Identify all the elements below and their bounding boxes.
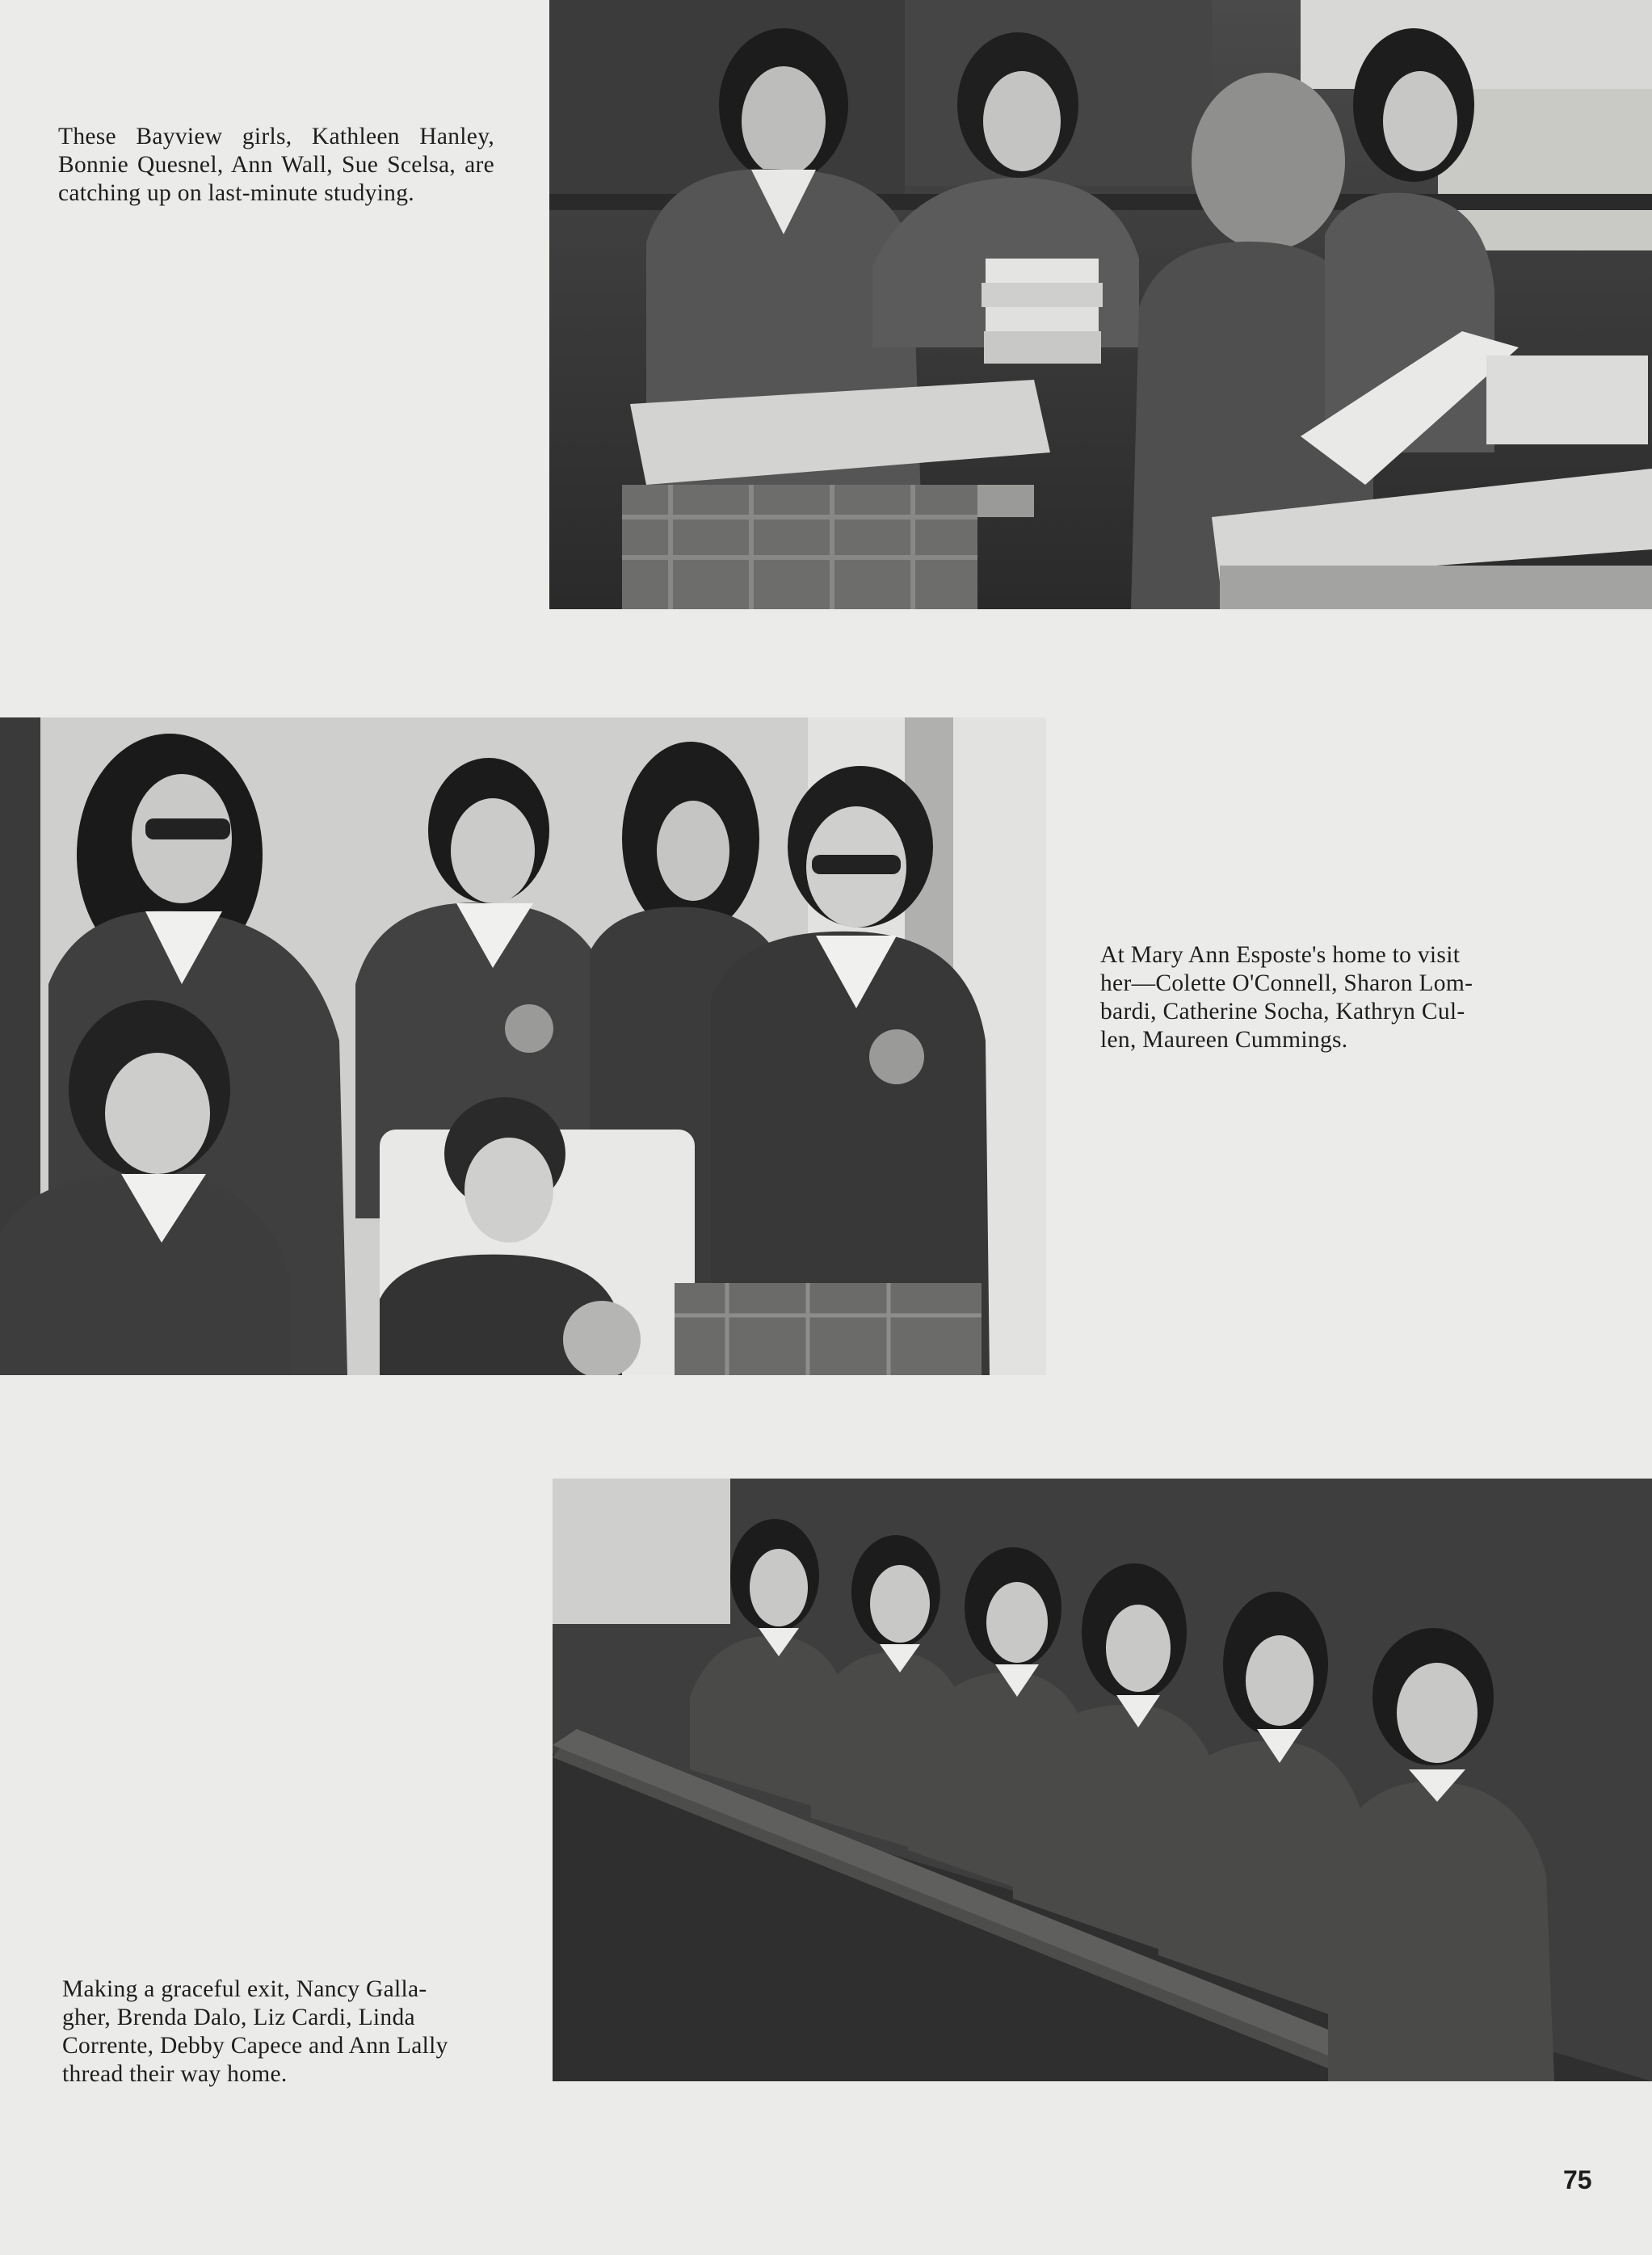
caption-studying-text: These Bayview girls, Kathleen Hanley, Bonnie Quesnel, Ann Wall, Sue Scelsa, are catching up on last-minute studying.: [58, 124, 494, 206]
photo-home-visit: [0, 717, 1046, 1375]
caption-staircase-line-4: thread their way home.: [62, 2061, 288, 2087]
caption-staircase-line-3: Corrente, Debby Capece and Ann Lally: [62, 2033, 448, 2059]
photo-staircase-exit: [553, 1479, 1652, 2081]
photo-classroom-studying: [549, 0, 1652, 609]
caption-home-visit-line-3: bardi, Catherine Socha, Kathryn Cul-: [1100, 999, 1465, 1024]
caption-home-visit: [1100, 941, 1536, 1054]
page-number: 75: [1563, 2165, 1592, 2194]
caption-staircase-line-2: gher, Brenda Dalo, Liz Cardi, Linda: [62, 2005, 415, 2030]
caption-studying: [58, 123, 494, 208]
caption-home-visit-line-2: her—Colette O'Connell, Sharon Lom-: [1100, 970, 1473, 996]
caption-staircase-exit: [62, 1975, 495, 2089]
caption-staircase-line-1: Making a graceful exit, Nancy Galla-: [62, 1976, 427, 2002]
caption-home-visit-line-4: len, Maureen Cummings.: [1100, 1027, 1348, 1053]
caption-home-visit-line-1: At Mary Ann Esposte's home to visit: [1100, 942, 1461, 968]
